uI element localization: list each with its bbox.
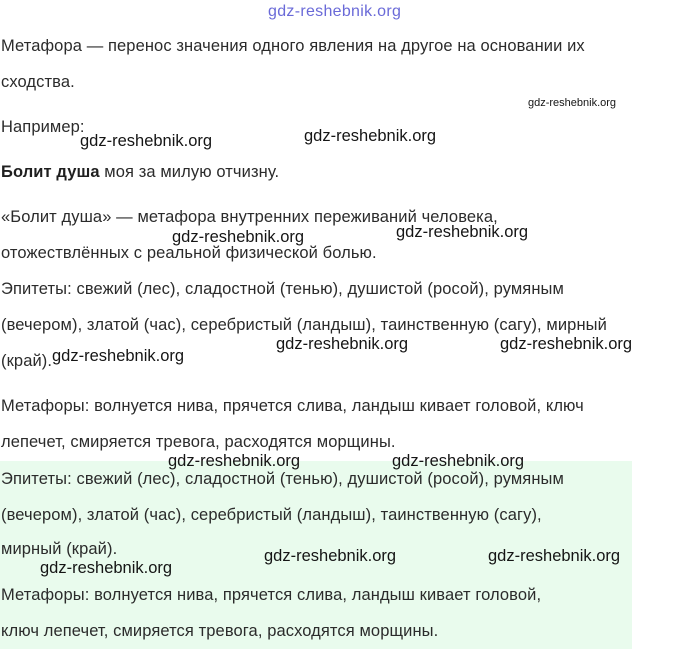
watermark: gdz-reshebnik.org	[396, 223, 529, 241]
watermark: gdz-reshebnik.org	[52, 347, 185, 365]
watermark: gdz-reshebnik.org	[80, 132, 213, 150]
watermark: gdz-reshebnik.org	[500, 335, 633, 353]
watermark: gdz-reshebnik.org	[528, 97, 617, 109]
watermark: gdz-reshebnik.org	[268, 3, 402, 20]
answer-epithets-line-2: (вечером), златой (час), серебристый (ландыш), таинственную (сагу),	[1, 506, 542, 524]
watermark: gdz-reshebnik.org	[40, 559, 173, 577]
answer-epithets-line-3: мирный (край).	[1, 540, 118, 558]
watermark: gdz-reshebnik.org	[276, 335, 409, 353]
epithets-line-3: (край).	[1, 352, 53, 370]
epithets-line-1: Эпитеты: свежий (лес), сладостной (тенью), душистой (росой), румяным	[1, 280, 564, 298]
metaphors-line-2: лепечет, смиряется тревога, расходятся морщины.	[1, 433, 396, 451]
watermark: gdz-reshebnik.org	[168, 452, 301, 470]
definition-line-2: сходства.	[1, 73, 75, 91]
example-rest: моя за милую отчизну.	[99, 163, 280, 181]
watermark: gdz-reshebnik.org	[172, 228, 305, 246]
watermark: gdz-reshebnik.org	[488, 547, 621, 565]
answer-epithets-line-1: Эпитеты: свежий (лес), сладостной (тенью), душистой (росой), румяным	[1, 470, 564, 488]
explanation-line-1: «Болит душа» — метафора внутренних переживаний человека,	[1, 208, 498, 226]
definition-line-1: Метафора — перенос значения одного явления на другое на основании их	[1, 37, 585, 55]
watermark: gdz-reshebnik.org	[264, 547, 397, 565]
answer-metaphors-line-1: Метафоры: волнуется нива, прячется слива, ландыш кивает головой,	[1, 586, 542, 604]
watermark: gdz-reshebnik.org	[304, 127, 437, 145]
explanation-line-2: отожествлённых с реальной физической болью.	[1, 244, 377, 262]
watermark: gdz-reshebnik.org	[392, 452, 525, 470]
answer-metaphors-line-2: ключ лепечет, смиряется тревога, расходятся морщины.	[1, 622, 439, 640]
epithets-line-2: (вечером), златой (час), серебристый (ландыш), таинственную (сагу), мирный	[1, 316, 607, 334]
example-bold: Болит душа	[1, 163, 100, 181]
example-line	[1, 154, 279, 190]
example-label: Например:	[1, 118, 85, 136]
metaphors-line-1: Метафоры: волнуется нива, прячется слива, ландыш кивает головой, ключ	[1, 397, 584, 415]
